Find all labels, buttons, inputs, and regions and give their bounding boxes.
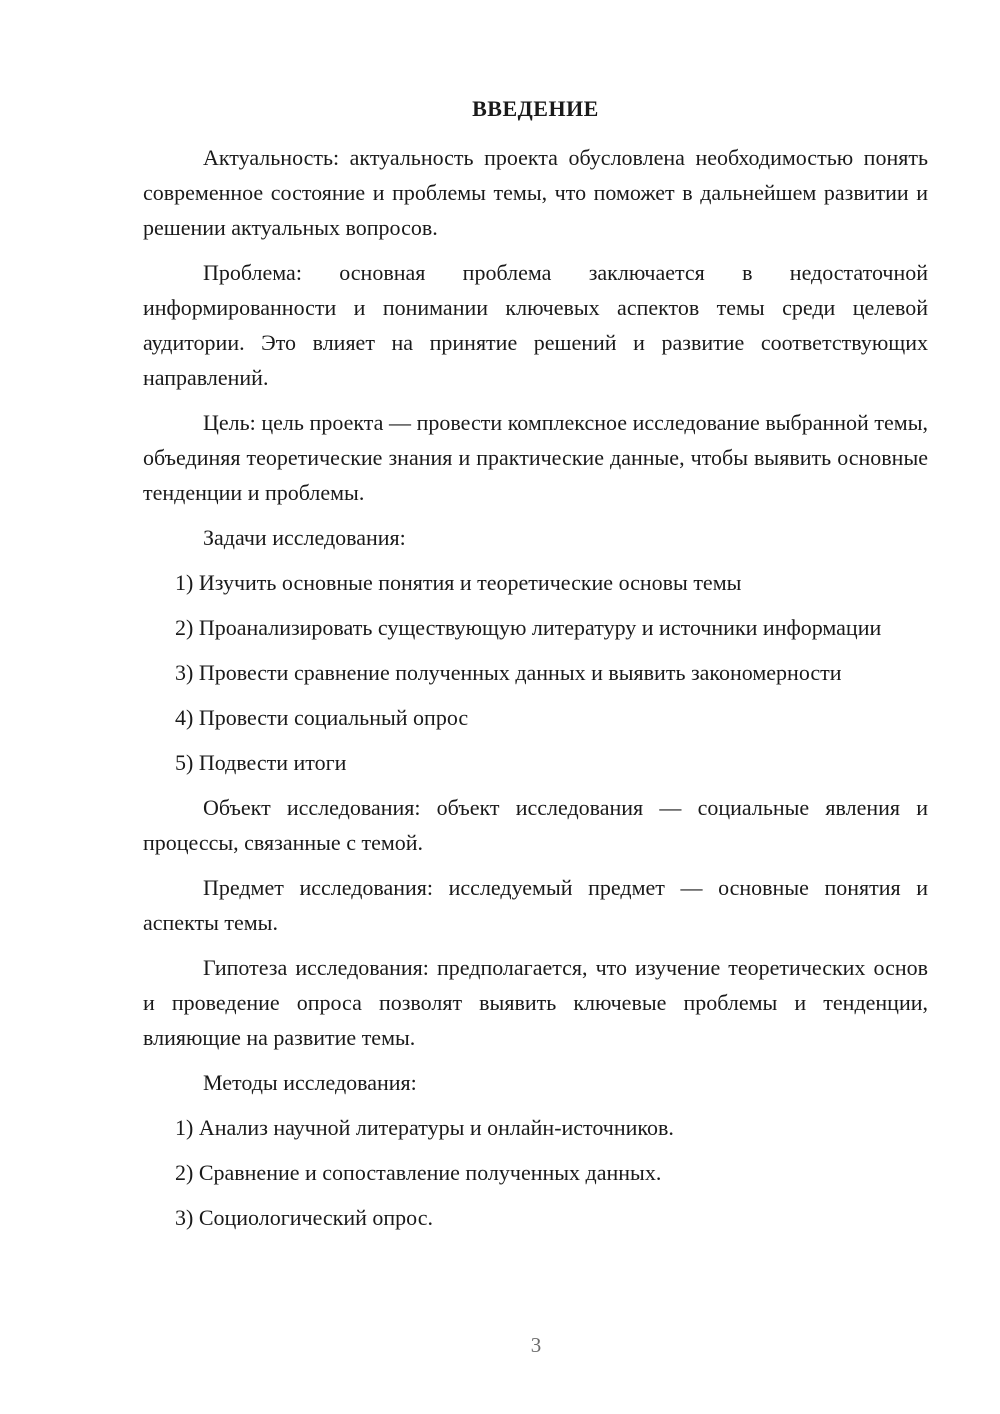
subject-paragraph: Предмет исследования: исследуемый предмет — основные понятия и аспекты темы. <box>143 875 928 935</box>
task-item: 4) Провести социальный опрос <box>175 705 469 730</box>
problem-paragraph: Проблема: основная проблема заключается в недостаточной информированности и понимании ключевых аспектов темы среди целевой аудитории. Это влияет на принятие решений и развитие соответствующих направлений. <box>143 260 928 390</box>
method-item: 2) Сравнение и сопоставление полученных данных. <box>175 1160 662 1185</box>
hypothesis-paragraph: Гипотеза исследования: предполагается, что изучение теоретических основ и проведение опроса позволят выявить ключевые проблемы и тенденции, влияющие на развитие темы. <box>143 955 928 1050</box>
task-item: 3) Провести сравнение полученных данных и выявить закономерности <box>175 660 842 685</box>
task-item: 1) Изучить основные понятия и теоретические основы темы <box>175 570 742 595</box>
method-item: 3) Социологический опрос. <box>175 1205 433 1230</box>
relevance-paragraph: Актуальность: актуальность проекта обусловлена необходимостью понять современное состояние и проблемы темы, что поможет в дальнейшем развитии и решении актуальных вопросов. <box>143 145 928 240</box>
page-number: 3 <box>530 1333 542 1357</box>
section-heading: ВВЕДЕНИЕ <box>472 96 599 121</box>
page-content <box>143 94 928 1245</box>
method-item: 1) Анализ научной литературы и онлайн-источников. <box>175 1115 674 1140</box>
object-paragraph: Объект исследования: объект исследования — социальные явления и процессы, связанные с темой. <box>143 795 928 855</box>
task-item: 2) Проанализировать существующую литературу и источники информации <box>175 615 882 640</box>
task-item: 5) Подвести итоги <box>175 750 347 775</box>
methods-title: Методы исследования: <box>203 1070 417 1095</box>
goal-paragraph: Цель: цель проекта — провести комплексное исследование выбранной темы, объединяя теоретические знания и практические данные, чтобы выявить основные тенденции и проблемы. <box>143 410 928 505</box>
tasks-title: Задачи исследования: <box>203 525 406 550</box>
